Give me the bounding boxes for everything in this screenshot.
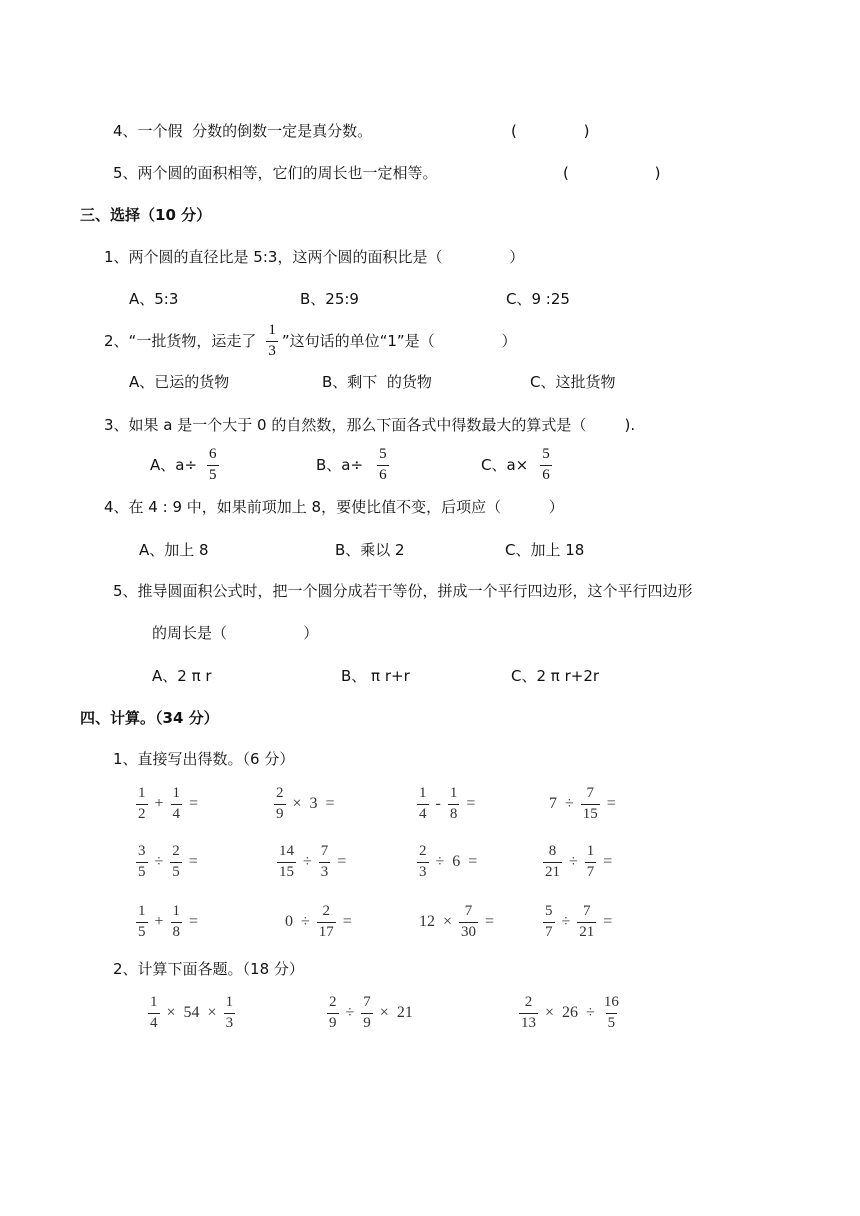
calc-r2-e4: $\frac{8}{21}$ ÷ $\frac{1}{7}$ = — [545, 843, 613, 880]
calc-r1-e2: $\frac{2}{9}$ × 3 = — [276, 785, 335, 822]
choice-q5-line2: 的周长是（ ） — [152, 624, 319, 642]
calc-r3-e4: $\frac{5}{7}$ ÷ $\frac{7}{21}$ = — [545, 903, 613, 940]
calc-problem-2: $\frac{2}{9}$ ÷ $\frac{7}{9}$ × 21 — [329, 994, 413, 1031]
choice-q3-option-c[interactable]: C、a× $\frac{5}{6}$ — [481, 446, 550, 483]
calc-r3-e2: 0 ÷ $\frac{2}{17}$ = — [285, 903, 352, 940]
choice-q2-option-c[interactable]: C、这批货物 — [530, 373, 616, 391]
choice-q5-option-c[interactable]: C、2 π r+2r — [511, 667, 600, 685]
choice-q1-option-b[interactable]: B、25:9 — [300, 290, 359, 308]
choice-q1: 1、两个圆的直径比是 5:3，这两个圆的面积比是（ ） — [104, 248, 525, 266]
calc-sub1-heading: 1、直接写出得数。（6 分） — [113, 750, 295, 768]
judge-q4: 4、一个假 分数的倒数一定是真分数。 — [113, 122, 373, 140]
choice-q4-option-c[interactable]: C、加上 18 — [505, 541, 585, 559]
judge-q5: 5、两个圆的面积相等，它们的周长也一定相等。 — [113, 164, 438, 182]
choice-q2-option-b[interactable]: B、剩下 的货物 — [322, 373, 432, 391]
calc-r3-e3: 12 × $\frac{7}{30}$ = — [419, 903, 495, 940]
choice-q2 — [104, 321, 516, 361]
calc-r1-e3: 1 4 - $\frac{1}{8}$ = — [419, 785, 476, 822]
choice-q4: 4、在 4 : 9 中，如果前项加上 8，要使比值不变，后项应（ ） — [104, 498, 564, 516]
calc-r1-e1: 1 2 + $\frac{1}{4}$ = — [138, 785, 199, 822]
choice-q2-text-before: 2、“一批货物，运走了 — [104, 331, 257, 350]
choice-q3-option-a[interactable]: A、a÷ $\frac{6}{5}$ — [150, 446, 217, 483]
choice-q3: 3、如果 a 是一个大于 0 的自然数，那么下面各式中得数最大的算式是（ ). — [104, 416, 636, 434]
section-heading-choice: 三、选择（10 分） — [80, 206, 212, 224]
calc-r1-e4: 7 ÷ $\frac{7}{15}$ = — [549, 785, 616, 822]
judge-q4-answer-paren[interactable]: ( ) — [511, 122, 590, 140]
calc-r2-e3: $\frac{2}{3}$ ÷ 6 = — [419, 843, 478, 880]
calc-sub2-heading: 2、计算下面各题。（18 分） — [113, 960, 304, 978]
choice-q3-option-b[interactable]: B、a÷ $\frac{5}{6}$ — [316, 446, 387, 483]
choice-q5-option-b[interactable]: B、 π r+r — [341, 667, 410, 685]
choice-q2-text-after: ”这句话的单位“1”是（ ） — [281, 331, 517, 350]
calc-r3-e1: 1 5 + $\frac{1}{8}$ = — [138, 903, 199, 940]
choice-q2-option-a[interactable]: A、已运的货物 — [129, 373, 230, 391]
calc-problem-1: $\frac{1}{4}$ × 54 × $\frac{1}{3}$ — [150, 994, 234, 1031]
choice-q3-option-c-fraction: $\frac{5}{6}$ — [542, 446, 550, 483]
calc-problem-3: $\frac{2}{13}$ × 26 ÷ $\frac{16}{5}$ — [521, 994, 619, 1031]
choice-q4-option-b[interactable]: B、乘以 2 — [335, 541, 405, 559]
choice-q4-option-a[interactable]: A、加上 8 — [139, 541, 209, 559]
judge-q5-answer-paren[interactable]: ( ) — [563, 164, 661, 182]
choice-q5-option-a[interactable]: A、2 π r — [152, 667, 212, 685]
choice-q1-option-c[interactable]: C、9 :25 — [506, 290, 570, 308]
calc-r2-e2: $\frac{14}{15}$ ÷ $\frac{7}{3}$ = — [279, 843, 347, 880]
choice-q3-option-a-fraction: $\frac{6}{5}$ — [209, 446, 217, 483]
section-heading-calc: 四、计算。（34 分） — [80, 709, 219, 727]
choice-q5-line1: 5、推导圆面积公式时，把一个圆分成若干等份，拼成一个平行四边形，这个平行四边形 — [113, 582, 693, 600]
choice-q1-option-a[interactable]: A、5:3 — [129, 290, 179, 308]
calc-r2-e1: $\frac{3}{5}$ ÷ $\frac{2}{5}$ = — [138, 843, 198, 880]
choice-q2-fraction: 1 3 — [268, 322, 276, 359]
choice-q3-option-b-fraction: $\frac{5}{6}$ — [379, 446, 387, 483]
